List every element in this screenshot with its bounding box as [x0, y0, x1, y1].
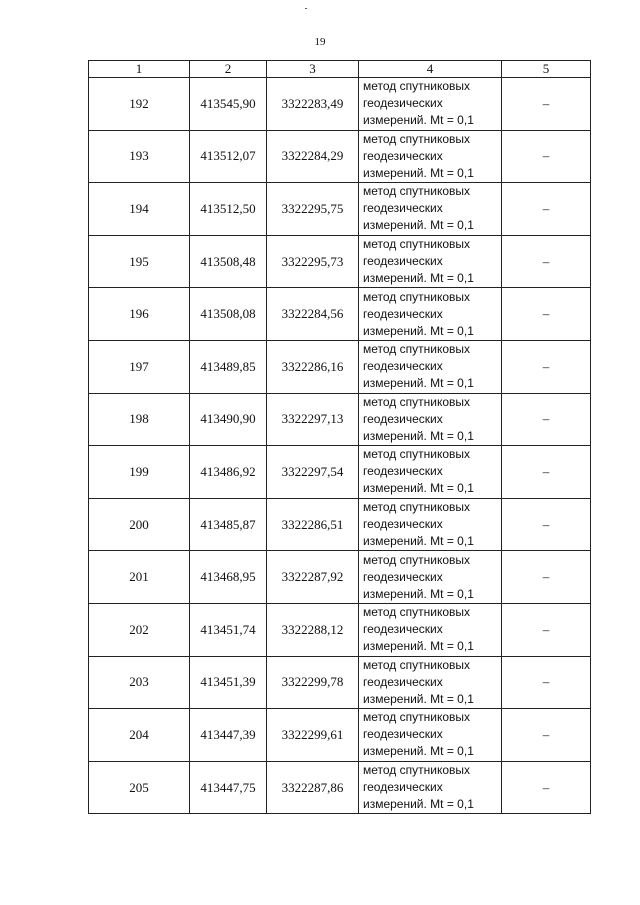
method-cell: [359, 498, 502, 551]
table-row: [89, 603, 591, 656]
method-text-line: геодезических: [363, 780, 443, 795]
table-row: [89, 656, 591, 709]
y-coordinate-cell: 3322297,54: [267, 446, 359, 499]
method-text-line: измерений. Mt = 0,1: [363, 218, 474, 233]
y-coordinate-cell: 3322283,49: [267, 78, 359, 131]
y-coordinate-cell: 3322287,86: [267, 761, 359, 814]
method-text-line: измерений. Mt = 0,1: [363, 744, 474, 759]
y-coordinate-cell: 3322299,78: [267, 656, 359, 709]
column-header-5: 5: [502, 61, 591, 78]
column-header-4: 4: [359, 61, 502, 78]
method-text-line: метод спутниковых: [363, 552, 471, 567]
method-cell: [359, 761, 502, 814]
method-text-line: метод спутниковых: [363, 710, 471, 725]
method-cell: [359, 393, 502, 446]
column-header-1: 1: [89, 61, 190, 78]
method-cell: [359, 183, 502, 236]
column-header-3: 3: [267, 61, 359, 78]
point-number-cell: 204: [89, 709, 190, 762]
point-number-cell: 197: [89, 340, 190, 393]
y-coordinate-cell: 3322299,61: [267, 709, 359, 762]
point-number-cell: 200: [89, 498, 190, 551]
note-cell: –: [502, 78, 591, 131]
method-text-line: метод спутниковых: [363, 289, 471, 304]
table-row: [89, 235, 591, 288]
method-text-line: геодезических: [363, 411, 443, 426]
method-text-line: геодезических: [363, 201, 443, 216]
method-cell: [359, 340, 502, 393]
method-text-line: метод спутниковых: [363, 184, 471, 199]
x-coordinate-cell: 413489,85: [190, 340, 267, 393]
note-cell: –: [502, 551, 591, 604]
note-cell: –: [502, 498, 591, 551]
table-row: [89, 446, 591, 499]
method-cell: [359, 551, 502, 604]
method-text-line: измерений. Mt = 0,1: [363, 428, 474, 443]
table-row: [89, 709, 591, 762]
method-cell: [359, 656, 502, 709]
x-coordinate-cell: 413512,07: [190, 130, 267, 183]
note-cell: –: [502, 130, 591, 183]
x-coordinate-cell: 413447,39: [190, 709, 267, 762]
note-cell: –: [502, 603, 591, 656]
method-text-line: измерений. Mt = 0,1: [363, 323, 474, 338]
note-cell: –: [502, 446, 591, 499]
x-coordinate-cell: 413468,95: [190, 551, 267, 604]
table-row: [89, 551, 591, 604]
method-text-line: измерений. Mt = 0,1: [363, 113, 474, 128]
method-text-line: измерений. Mt = 0,1: [363, 165, 474, 180]
method-text-line: метод спутниковых: [363, 605, 471, 620]
y-coordinate-cell: 3322297,13: [267, 393, 359, 446]
y-coordinate-cell: 3322284,56: [267, 288, 359, 341]
x-coordinate-cell: 413486,92: [190, 446, 267, 499]
method-text-line: геодезических: [363, 148, 443, 163]
note-cell: –: [502, 288, 591, 341]
table-row: [89, 78, 591, 131]
method-text-line: геодезических: [363, 727, 443, 742]
method-text-line: метод спутниковых: [363, 500, 471, 515]
table-row: [89, 761, 591, 814]
table-row: [89, 183, 591, 236]
y-coordinate-cell: 3322295,75: [267, 183, 359, 236]
table-row: [89, 130, 591, 183]
method-cell: [359, 78, 502, 131]
note-cell: –: [502, 393, 591, 446]
point-number-cell: 192: [89, 78, 190, 131]
x-coordinate-cell: 413545,90: [190, 78, 267, 131]
table-header-row: [89, 61, 591, 78]
method-text-line: метод спутниковых: [363, 237, 471, 252]
y-coordinate-cell: 3322288,12: [267, 603, 359, 656]
method-text-line: измерений. Mt = 0,1: [363, 376, 474, 391]
y-coordinate-cell: 3322286,16: [267, 340, 359, 393]
point-number-cell: 194: [89, 183, 190, 236]
point-number-cell: 205: [89, 761, 190, 814]
table-row: [89, 498, 591, 551]
method-cell: [359, 235, 502, 288]
note-cell: –: [502, 340, 591, 393]
method-cell: [359, 288, 502, 341]
note-cell: –: [502, 235, 591, 288]
scan-mark: [305, 8, 307, 9]
point-number-cell: 202: [89, 603, 190, 656]
method-text-line: метод спутниковых: [363, 657, 471, 672]
column-header-2: 2: [190, 61, 267, 78]
method-text-line: геодезических: [363, 464, 443, 479]
method-text-line: геодезических: [363, 254, 443, 269]
x-coordinate-cell: 413447,75: [190, 761, 267, 814]
point-number-cell: 196: [89, 288, 190, 341]
x-coordinate-cell: 413508,08: [190, 288, 267, 341]
y-coordinate-cell: 3322287,92: [267, 551, 359, 604]
y-coordinate-cell: 3322284,29: [267, 130, 359, 183]
method-text-line: измерений. Mt = 0,1: [363, 271, 474, 286]
method-text-line: геодезических: [363, 359, 443, 374]
table-row: [89, 393, 591, 446]
method-cell: [359, 130, 502, 183]
x-coordinate-cell: 413512,50: [190, 183, 267, 236]
y-coordinate-cell: 3322295,73: [267, 235, 359, 288]
method-text-line: метод спутниковых: [363, 447, 471, 462]
method-text-line: геодезических: [363, 622, 443, 637]
point-number-cell: 201: [89, 551, 190, 604]
note-cell: –: [502, 709, 591, 762]
method-text-line: измерений. Mt = 0,1: [363, 639, 474, 654]
method-cell: [359, 603, 502, 656]
method-text-line: метод спутниковых: [363, 763, 471, 778]
method-text-line: метод спутниковых: [363, 79, 471, 94]
method-text-line: измерений. Mt = 0,1: [363, 797, 474, 812]
x-coordinate-cell: 413451,74: [190, 603, 267, 656]
point-number-cell: 198: [89, 393, 190, 446]
coordinates-table: [88, 60, 591, 814]
x-coordinate-cell: 413451,39: [190, 656, 267, 709]
note-cell: –: [502, 656, 591, 709]
note-cell: –: [502, 761, 591, 814]
method-text-line: измерений. Mt = 0,1: [363, 586, 474, 601]
x-coordinate-cell: 413490,90: [190, 393, 267, 446]
method-text-line: метод спутниковых: [363, 342, 471, 357]
point-number-cell: 199: [89, 446, 190, 499]
table-body: [89, 78, 591, 814]
method-text-line: измерений. Mt = 0,1: [363, 481, 474, 496]
x-coordinate-cell: 413508,48: [190, 235, 267, 288]
table-row: [89, 288, 591, 341]
method-text-line: метод спутниковых: [363, 394, 471, 409]
method-text-line: метод спутниковых: [363, 131, 471, 146]
point-number-cell: 193: [89, 130, 190, 183]
y-coordinate-cell: 3322286,51: [267, 498, 359, 551]
method-cell: [359, 709, 502, 762]
note-cell: –: [502, 183, 591, 236]
method-text-line: геодезических: [363, 674, 443, 689]
method-text-line: геодезических: [363, 569, 443, 584]
method-text-line: измерений. Mt = 0,1: [363, 691, 474, 706]
point-number-cell: 195: [89, 235, 190, 288]
method-text-line: геодезических: [363, 306, 443, 321]
method-text-line: геодезических: [363, 96, 443, 111]
page-number: 19: [314, 36, 326, 48]
table-row: [89, 340, 591, 393]
point-number-cell: 203: [89, 656, 190, 709]
x-coordinate-cell: 413485,87: [190, 498, 267, 551]
method-text-line: геодезических: [363, 517, 443, 532]
method-text-line: измерений. Mt = 0,1: [363, 534, 474, 549]
method-cell: [359, 446, 502, 499]
